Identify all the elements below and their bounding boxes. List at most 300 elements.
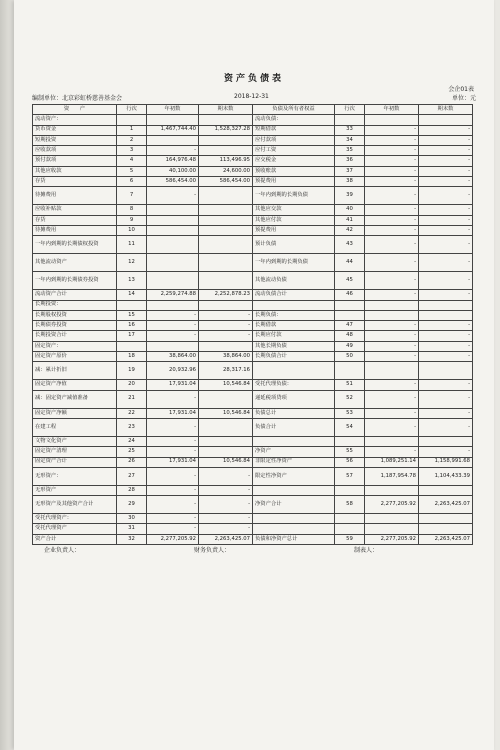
table-cell: - [199, 310, 253, 320]
table-cell: 6 [117, 177, 147, 187]
table-cell: 36 [335, 156, 365, 166]
table-cell: - [365, 215, 419, 225]
table-cell: 文物文化资产 [33, 436, 117, 446]
table-cell: - [365, 166, 419, 176]
table-cell: - [147, 524, 199, 534]
table-cell: 非限定性净资产 [253, 457, 335, 467]
table-cell: 2,252,878.23 [199, 290, 253, 300]
table-row [33, 187, 473, 205]
table-cell: 长期借款 [253, 321, 335, 331]
table-cell [199, 447, 253, 457]
column-header: 负债及所有者权益 [253, 105, 335, 115]
table-cell [199, 236, 253, 254]
table-cell: - [419, 290, 473, 300]
table-cell: 减：固定资产减值准备 [33, 390, 117, 408]
table-cell: 短期投资 [33, 135, 117, 145]
table-cell: 33 [335, 125, 365, 135]
table-cell: - [199, 331, 253, 341]
table-cell: 应收款项 [33, 146, 117, 156]
column-header: 年初数 [365, 105, 419, 115]
table-cell: 24,600.00 [199, 166, 253, 176]
table-cell: 9 [117, 215, 147, 225]
table-cell: 短期借款 [253, 125, 335, 135]
table-row [33, 418, 473, 436]
table-cell: 一年内到期的长期负债 [253, 187, 335, 205]
table-row [33, 485, 473, 495]
table-cell: 12 [117, 254, 147, 272]
table-cell: - [419, 408, 473, 418]
table-cell: 其他长期负债 [253, 341, 335, 351]
table-cell [253, 300, 335, 310]
table-cell: 7 [117, 187, 147, 205]
table-cell: 10,546.84 [199, 457, 253, 467]
table-cell: 49 [335, 341, 365, 351]
table-cell: 4 [117, 156, 147, 166]
table-cell: 负债合计 [253, 418, 335, 436]
table-cell: 27 [117, 467, 147, 485]
table-cell: 预提费用 [253, 225, 335, 235]
table-row [33, 177, 473, 187]
table-row [33, 341, 473, 351]
table-row [33, 534, 473, 544]
table-cell: 10,546.84 [199, 380, 253, 390]
column-header: 年初数 [147, 105, 199, 115]
table-cell: 预付款项 [33, 156, 117, 166]
table-cell [199, 272, 253, 290]
table-cell [199, 390, 253, 408]
table-cell: 2,277,205.92 [365, 534, 419, 544]
table-cell: 流动资产合计 [33, 290, 117, 300]
table-cell [199, 300, 253, 310]
table-cell: 15 [117, 310, 147, 320]
table-cell: - [419, 341, 473, 351]
table-cell: 限定性净资产 [253, 467, 335, 485]
table-row [33, 300, 473, 310]
table-cell: 应付款项 [253, 135, 335, 145]
table-cell: - [147, 496, 199, 514]
table-cell [365, 310, 419, 320]
table-cell: - [419, 205, 473, 215]
table-cell: 无形资产： [33, 467, 117, 485]
table-cell: 货币资金 [33, 125, 117, 135]
table-cell: 长期债券投资 [33, 321, 117, 331]
table-cell: 47 [335, 321, 365, 331]
table-cell: 1 [117, 125, 147, 135]
table-cell: 1,089,251.14 [365, 457, 419, 467]
table-cell [117, 341, 147, 351]
table-cell: - [419, 380, 473, 390]
table-row [33, 310, 473, 320]
table-cell: 44 [335, 254, 365, 272]
table-cell: - [147, 331, 199, 341]
binding-edge [0, 0, 14, 750]
table-row [33, 390, 473, 408]
table-cell: 1,104,433.39 [419, 467, 473, 485]
table-cell: - [365, 254, 419, 272]
table-cell: 长期负债合计 [253, 352, 335, 362]
table-cell: 42 [335, 225, 365, 235]
table-cell: 1,158,991.68 [419, 457, 473, 467]
table-cell: 57 [335, 467, 365, 485]
table-cell [335, 436, 365, 446]
table-cell: 1,187,954.78 [365, 467, 419, 485]
table-cell [419, 115, 473, 125]
table-row [33, 321, 473, 331]
table-cell: 负债总计 [253, 408, 335, 418]
table-cell [199, 135, 253, 145]
table-cell: 长期负债： [253, 310, 335, 320]
table-cell: 30 [117, 514, 147, 524]
table-cell: 预收账款 [253, 166, 335, 176]
table-cell [199, 418, 253, 436]
table-cell [199, 146, 253, 156]
table-cell [253, 362, 335, 380]
table-cell [199, 187, 253, 205]
table-cell: 51 [335, 380, 365, 390]
table-cell: 46 [335, 290, 365, 300]
table-cell: - [147, 418, 199, 436]
table-row [33, 272, 473, 290]
table-row [33, 496, 473, 514]
table-cell [365, 524, 419, 534]
table-cell: 2,263,425.07 [199, 534, 253, 544]
table-cell: 存货 [33, 215, 117, 225]
table-cell: 34 [335, 135, 365, 145]
table-cell: 113,496.95 [199, 156, 253, 166]
table-cell: 56 [335, 457, 365, 467]
table-cell: - [147, 310, 199, 320]
table-cell: 586,454.00 [147, 177, 199, 187]
table-cell: - [147, 514, 199, 524]
table-cell [199, 254, 253, 272]
table-cell: 递延税项贷项 [253, 390, 335, 408]
table-cell: - [365, 418, 419, 436]
table-cell: 2,277,205.92 [365, 496, 419, 514]
table-cell: - [199, 485, 253, 495]
table-cell: - [419, 236, 473, 254]
table-cell: 35 [335, 146, 365, 156]
table-cell: 17,931.04 [147, 380, 199, 390]
table-cell: - [147, 390, 199, 408]
signature-line [44, 545, 464, 555]
table-cell: 20 [117, 380, 147, 390]
table-cell: - [419, 321, 473, 331]
table-row [33, 331, 473, 341]
table-cell: - [147, 187, 199, 205]
column-header: 行次 [335, 105, 365, 115]
table-cell: - [419, 135, 473, 145]
table-cell: 受托代理资产： [33, 514, 117, 524]
table-cell: 38,864.00 [199, 352, 253, 362]
table-cell: - [365, 408, 419, 418]
table-cell: - [365, 447, 419, 457]
table-cell: 固定资产净额 [33, 408, 117, 418]
table-cell: 应交税金 [253, 156, 335, 166]
table-cell: 8 [117, 205, 147, 215]
table-cell: - [365, 156, 419, 166]
table-cell: - [365, 236, 419, 254]
table-cell [199, 205, 253, 215]
table-cell: 19 [117, 362, 147, 380]
table-cell: 10 [117, 225, 147, 235]
table-cell: 待摊费用 [33, 187, 117, 205]
table-cell: - [419, 156, 473, 166]
table-cell: 固定资产净值 [33, 380, 117, 390]
table-cell [419, 524, 473, 534]
table-cell [147, 341, 199, 351]
table-cell [419, 514, 473, 524]
table-cell: - [199, 514, 253, 524]
table-cell: - [419, 418, 473, 436]
table-cell: 20,932.96 [147, 362, 199, 380]
table-cell: - [365, 341, 419, 351]
table-cell: 长期股权投资 [33, 310, 117, 320]
table-cell [117, 300, 147, 310]
table-row [33, 380, 473, 390]
table-cell: 55 [335, 447, 365, 457]
table-cell: 预计负债 [253, 236, 335, 254]
table-row [33, 290, 473, 300]
table-cell: 2,277,205.92 [147, 534, 199, 544]
table-cell: 24 [117, 436, 147, 446]
table-row [33, 156, 473, 166]
table-cell: 29 [117, 496, 147, 514]
table-cell: 2 [117, 135, 147, 145]
table-cell: 28 [117, 485, 147, 495]
table-cell: 待摊费用 [33, 225, 117, 235]
table-header-row [33, 105, 473, 115]
table-cell: 净资产合计 [253, 496, 335, 514]
table-cell [365, 436, 419, 446]
table-cell: - [419, 331, 473, 341]
table-cell: - [365, 380, 419, 390]
table-cell: - [365, 272, 419, 290]
table-cell: 一年内到期的长期债券投资 [33, 272, 117, 290]
table-cell: 14 [117, 290, 147, 300]
table-cell: 43 [335, 236, 365, 254]
table-row [33, 457, 473, 467]
table-row [33, 115, 473, 125]
table-cell [199, 115, 253, 125]
table-cell [117, 115, 147, 125]
table-row [33, 408, 473, 418]
table-cell: 58 [335, 496, 365, 514]
table-cell: 其他流动负债 [253, 272, 335, 290]
table-cell: - [419, 225, 473, 235]
table-cell [419, 300, 473, 310]
currency-unit: 单位：元 [451, 95, 476, 102]
table-row [33, 524, 473, 534]
table-cell: - [199, 467, 253, 485]
table-cell [365, 300, 419, 310]
table-cell: 3 [117, 146, 147, 156]
table-row [33, 166, 473, 176]
table-cell [365, 485, 419, 495]
table-cell: 22 [117, 408, 147, 418]
table-cell: 16 [117, 321, 147, 331]
table-cell: - [365, 331, 419, 341]
table-cell [199, 215, 253, 225]
table-row [33, 467, 473, 485]
preparer-signature-label: 制表人： [354, 547, 379, 554]
table-cell: 26 [117, 457, 147, 467]
table-cell: - [365, 135, 419, 145]
table-cell [419, 436, 473, 446]
table-cell: - [365, 125, 419, 135]
table-cell [335, 300, 365, 310]
table-cell: - [147, 467, 199, 485]
table-cell [147, 254, 199, 272]
table-cell: 25 [117, 447, 147, 457]
table-cell: - [199, 321, 253, 331]
table-cell: - [365, 146, 419, 156]
table-cell: - [419, 390, 473, 408]
table-cell: - [419, 254, 473, 272]
table-cell: 50 [335, 352, 365, 362]
table-cell: 资产合计 [33, 534, 117, 544]
table-cell: 54 [335, 418, 365, 436]
table-cell: - [419, 177, 473, 187]
table-cell: 21 [117, 390, 147, 408]
table-cell: 长期应付款 [253, 331, 335, 341]
table-row [33, 135, 473, 145]
meta-line [32, 93, 476, 102]
report-date: 2018-12-31 [234, 93, 269, 100]
table-cell: - [419, 166, 473, 176]
table-row [33, 146, 473, 156]
table-cell: 38 [335, 177, 365, 187]
table-cell: - [147, 436, 199, 446]
table-cell: 流动资产： [33, 115, 117, 125]
column-header: 期末数 [199, 105, 253, 115]
table-cell: - [365, 205, 419, 215]
column-header: 行次 [117, 105, 147, 115]
table-cell [147, 236, 199, 254]
table-cell [419, 310, 473, 320]
table-cell: - [365, 390, 419, 408]
table-row [33, 215, 473, 225]
table-cell: 在建工程 [33, 418, 117, 436]
table-cell: - [147, 447, 199, 457]
owner-signature-label: 企业负责人： [44, 547, 81, 554]
table-cell: - [365, 177, 419, 187]
table-cell: 净资产 [253, 447, 335, 457]
table-cell: 其他应收款 [33, 166, 117, 176]
table-cell: 一年内到期的长期债权投资 [33, 236, 117, 254]
table-cell: 预提费用 [253, 177, 335, 187]
table-cell: 流动负债合计 [253, 290, 335, 300]
table-cell: 2,259,274.88 [147, 290, 199, 300]
table-cell: - [365, 290, 419, 300]
table-cell: - [365, 352, 419, 362]
table-cell: - [199, 496, 253, 514]
table-cell: 48 [335, 331, 365, 341]
table-cell: 11 [117, 236, 147, 254]
table-cell: 减：累计折旧 [33, 362, 117, 380]
table-cell: - [147, 146, 199, 156]
table-cell [147, 225, 199, 235]
column-header: 资 产 [33, 105, 117, 115]
table-cell: 受托代理负债： [253, 380, 335, 390]
table-cell: 固定资产： [33, 341, 117, 351]
table-cell [365, 362, 419, 380]
table-cell: 1,467,744.40 [147, 125, 199, 135]
table-cell: 53 [335, 408, 365, 418]
table-row [33, 352, 473, 362]
table-cell [335, 310, 365, 320]
table-cell [147, 272, 199, 290]
table-cell: - [419, 215, 473, 225]
table-cell [147, 300, 199, 310]
table-row [33, 254, 473, 272]
table-cell [419, 362, 473, 380]
table-cell [147, 115, 199, 125]
table-cell: 一年内到期的长期负债 [253, 254, 335, 272]
table-cell: 586,454.00 [199, 177, 253, 187]
table-cell: 存货 [33, 177, 117, 187]
table-cell: 23 [117, 418, 147, 436]
table-cell: 45 [335, 272, 365, 290]
table-cell [335, 485, 365, 495]
table-row [33, 236, 473, 254]
prepared-by-unit: 编制单位：北京彩虹桥慈善基金会 [32, 95, 123, 102]
table-cell: 其他应交款 [253, 205, 335, 215]
table-cell [199, 436, 253, 446]
table-cell: 164,976.48 [147, 156, 199, 166]
table-row [33, 225, 473, 235]
table-cell: 固定资产清理 [33, 447, 117, 457]
table-cell: 17 [117, 331, 147, 341]
balance-sheet-table [32, 104, 473, 545]
table-cell: - [199, 524, 253, 534]
table-cell: 18 [117, 352, 147, 362]
document-page [14, 0, 494, 750]
table-cell: 2,263,425.07 [419, 496, 473, 514]
table-cell [335, 115, 365, 125]
table-cell: 5 [117, 166, 147, 176]
column-header: 期末数 [419, 105, 473, 115]
page-title: 资产负债表 [223, 74, 284, 84]
table-cell [253, 485, 335, 495]
table-cell: 2,263,425.07 [419, 534, 473, 544]
table-cell: - [419, 272, 473, 290]
table-cell: 52 [335, 390, 365, 408]
table-cell [335, 514, 365, 524]
table-cell: - [419, 146, 473, 156]
table-cell: 长期投资合计 [33, 331, 117, 341]
table-cell: 无形资产及其他资产合计 [33, 496, 117, 514]
table-cell: 32 [117, 534, 147, 544]
table-cell: - [419, 352, 473, 362]
table-cell [253, 436, 335, 446]
table-cell: 长期投资： [33, 300, 117, 310]
table-cell: - [365, 321, 419, 331]
table-cell: - [365, 187, 419, 205]
table-cell: 其他应付款 [253, 215, 335, 225]
table-cell [147, 205, 199, 215]
table-cell [419, 485, 473, 495]
table-row [33, 125, 473, 135]
table-cell: 固定资产原价 [33, 352, 117, 362]
table-cell: 59 [335, 534, 365, 544]
table-cell [147, 135, 199, 145]
table-cell: 17,931.04 [147, 457, 199, 467]
table-cell: 40 [335, 205, 365, 215]
table-cell: - [147, 321, 199, 331]
table-cell: 应收补贴款 [33, 205, 117, 215]
table-cell: 流动负债： [253, 115, 335, 125]
table-row [33, 436, 473, 446]
